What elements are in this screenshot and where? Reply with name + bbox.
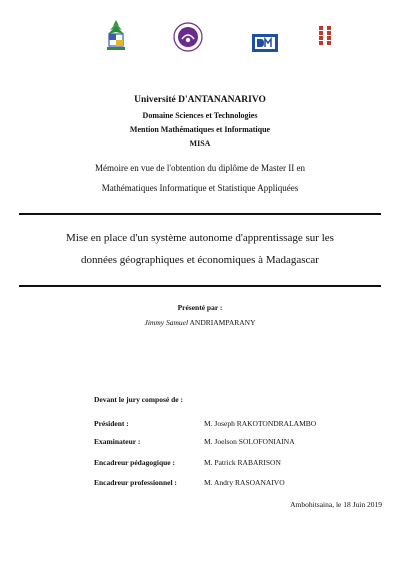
program-acronym: MISA xyxy=(189,139,211,148)
jury-row xyxy=(94,419,394,431)
thesis-title-line-1: Mise en place d'un système autonome d'apprentissage sur les xyxy=(66,232,334,244)
place-and-date: Ambohitsaina, le 18 Juin 2019 xyxy=(290,500,382,509)
title-rule-top xyxy=(19,213,381,215)
jury-member-name: M. Patrick RABARISON xyxy=(204,458,281,467)
mention-name: Mention Mathématiques et Informatique xyxy=(129,125,271,134)
jury-role: Encadreur professionnel : xyxy=(94,478,177,487)
jury-row xyxy=(94,478,394,490)
jury-member-name: M. Andry RASOANAIVO xyxy=(204,478,285,487)
jury-role: Examinateur : xyxy=(94,437,141,446)
title-rule-bottom xyxy=(19,285,381,287)
dm-logo-icon xyxy=(252,34,278,52)
domain-name: Domaine Sciences et Technologies xyxy=(142,111,258,120)
jury-heading: Devant le jury composé de : xyxy=(94,395,183,404)
university-name: Université D'ANTANANARIVO xyxy=(134,95,266,105)
thesis-title-line-2: données géographiques et économiques à Madagascar xyxy=(81,254,319,266)
presented-by-label: Présenté par : xyxy=(177,303,223,312)
jury-member-name: M. Joseph RAKOTONDRALAMBO xyxy=(204,419,317,428)
jury-row xyxy=(94,437,394,449)
author-family-name: ANDRIAMPARANY xyxy=(189,318,256,327)
university-crest-icon xyxy=(103,18,129,52)
thesis-purpose-line-2: Mathématiques Informatique et Statistique Appliquées xyxy=(101,183,299,193)
misa-seal-icon xyxy=(173,22,203,52)
jury-member-name: M. Joelson SOLOFONIAINA xyxy=(204,437,295,446)
jury-role: Président : xyxy=(94,419,129,428)
author-name xyxy=(0,318,400,327)
thesis-purpose-line-1: Mémoire en vue de l'obtention du diplôme de Master II en xyxy=(94,163,306,173)
jury-row xyxy=(94,458,394,470)
jury-role: Encadreur pédagogique : xyxy=(94,458,175,467)
misa-mark-icon xyxy=(318,25,332,47)
author-given-name: Jimmy Samuel xyxy=(144,318,189,327)
